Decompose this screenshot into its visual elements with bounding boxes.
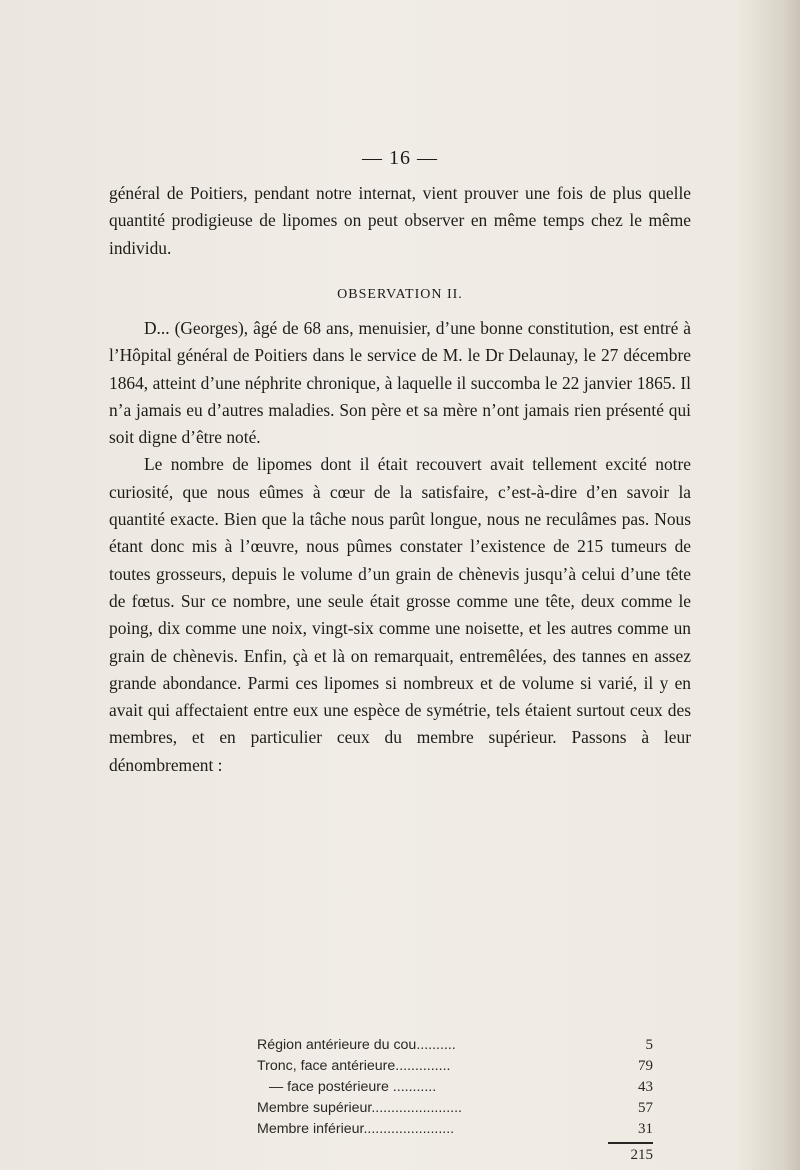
lipoma-distribution-table bbox=[257, 1035, 653, 1140]
row-value: 43 bbox=[638, 1079, 653, 1095]
paragraph-patient-history: D... (Georges), âgé de 68 ans, menuisier, d’une bonne constitution, est entré à l’Hôpital général de Poitiers dans le service de M. le Dr Delaunay, le 27 décembre 1864, atteint d’une néphrite chronique, à laquelle il succomba le 22 janvier 1865. Il n’a jamais eu d’autres maladies. Son père et sa mère n’ont jamais rien présenté qui soit digne d’être noté. bbox=[109, 318, 691, 448]
table-row bbox=[257, 1056, 653, 1077]
row-label: — face postérieure ........... bbox=[269, 1079, 437, 1095]
section-heading: OBSERVATION II. bbox=[337, 287, 463, 302]
observation-body bbox=[109, 315, 691, 779]
page-number: — 16 — bbox=[362, 147, 438, 169]
table-row bbox=[257, 1035, 653, 1056]
table-row bbox=[257, 1077, 653, 1098]
table-row bbox=[257, 1119, 653, 1140]
row-label: Membre inférieur....................... bbox=[257, 1121, 455, 1137]
intro-text-block bbox=[109, 180, 691, 262]
row-value: 79 bbox=[638, 1058, 653, 1074]
intro-paragraph: général de Poitiers, pendant notre internat, vient prouver une fois de plus quelle quantité prodigieuse de lipomes on peut observer en même temps chez le même individu. bbox=[109, 183, 691, 258]
row-value: 5 bbox=[645, 1037, 653, 1053]
table-total: 215 bbox=[630, 1147, 653, 1163]
table-row bbox=[257, 1098, 653, 1119]
row-value: 31 bbox=[638, 1121, 653, 1137]
row-label: Membre supérieur....................... bbox=[257, 1100, 462, 1116]
paragraph-lipoma-count: Le nombre de lipomes dont il était recouvert avait tellement excité notre curiosité, que nous eûmes à cœur de la satisfaire, c’est-à-dire d’en savoir la quantité exacte. Bien que la tâche nous parût longue, nous ne reculâmes pas. Nous étant donc mis à l’œuvre, nous pûmes constater l’existence de 215 tumeurs de toutes grosseurs, depuis le volume d’un grain de chènevis jusqu’à celui d’une tête de fœtus. Sur ce nombre, une seule était grosse comme une tête, deux comme le poing, dix comme une noix, vingt-six comme une noisette, et les autres comme un grain de chènevis. Enfin, çà et là on remarquait, entremêlées, des tannes en assez grande abondance. Parmi ces lipomes si nombreux et de volume si varié, il y en avait qui affectaient entre eux une espèce de symétrie, tels étaient surtout ceux des membres, et en particulier ceux du membre supérieur. Passons à leur dénombrement : bbox=[109, 454, 691, 775]
row-value: 57 bbox=[638, 1100, 653, 1116]
row-label: Tronc, face antérieure.............. bbox=[257, 1058, 451, 1074]
row-label: Région antérieure du cou.......... bbox=[257, 1037, 456, 1053]
total-rule-divider bbox=[608, 1142, 653, 1144]
